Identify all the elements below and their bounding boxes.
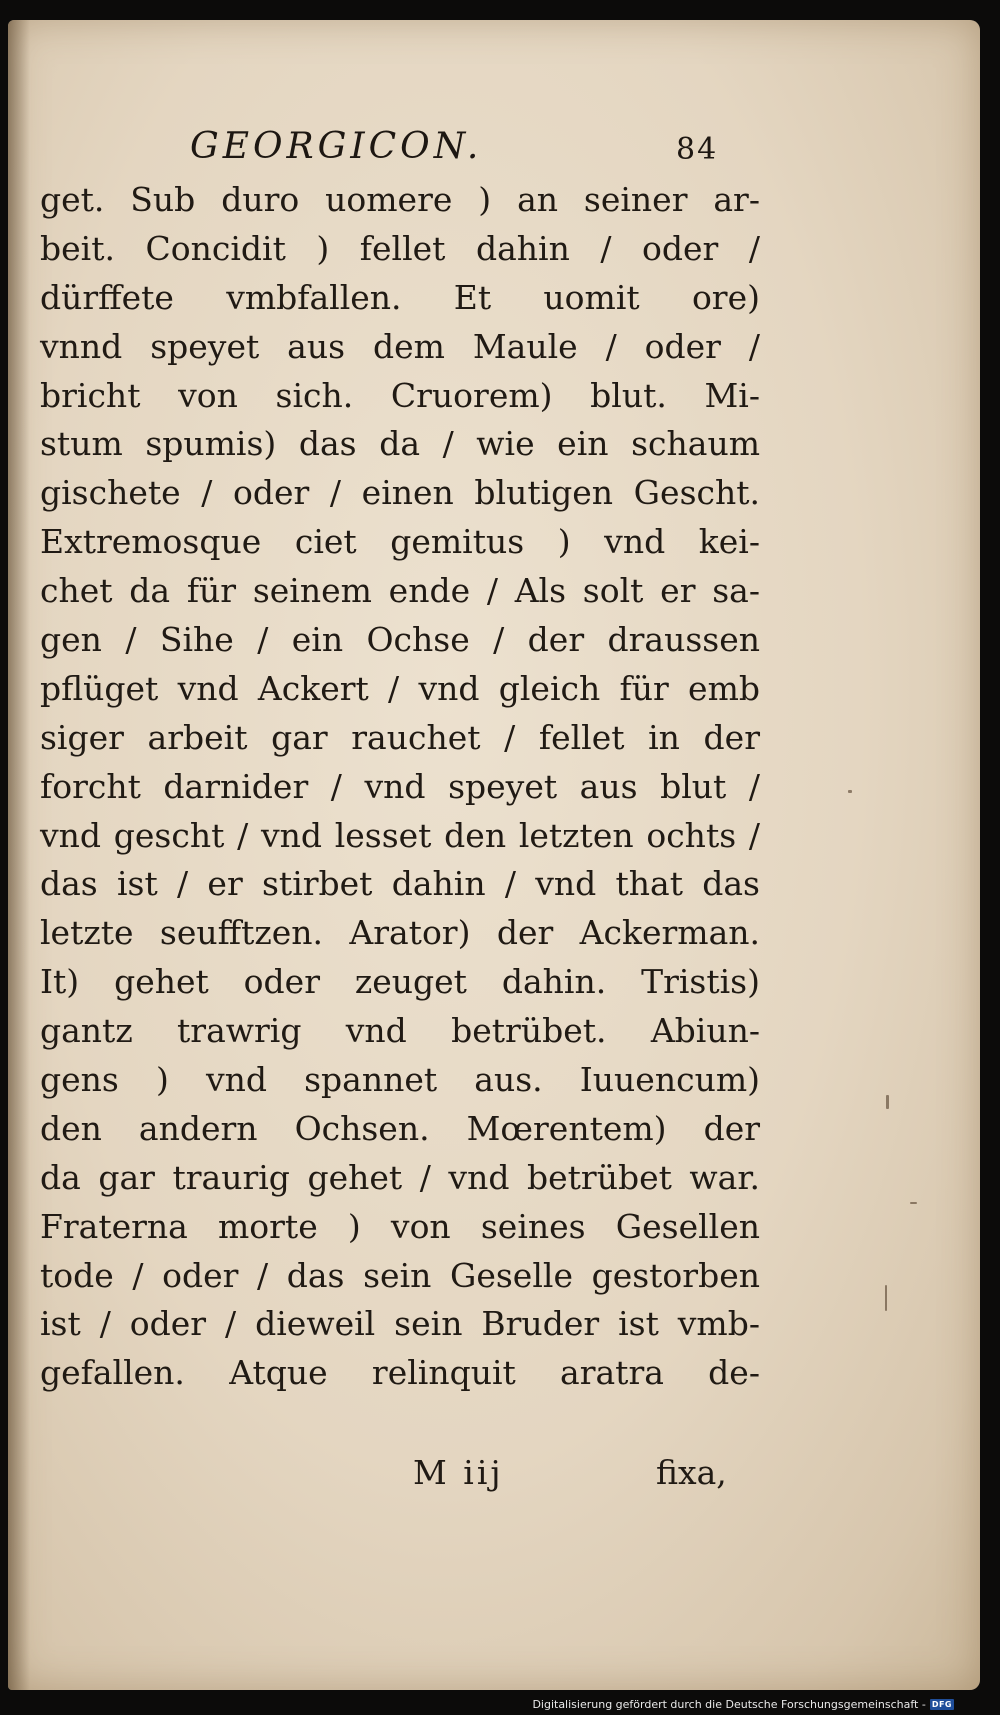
text-line: Fraterna morte ) von seines Gesellen xyxy=(40,1206,760,1246)
text-line: stum spumis) das da / wie ein schaum xyxy=(40,424,760,464)
text-line: das ist / er stirbet dahin / vnd that das xyxy=(40,864,760,904)
text-line: vnd gescht / vnd lesset den letzten ochts / xyxy=(40,815,760,855)
page-footer xyxy=(8,1453,980,1503)
text-line: beit. Concidit ) fellet dahin / oder / xyxy=(40,228,760,268)
text-line: gen / Sihe / ein Ochse / der draussen xyxy=(40,620,760,660)
text-line: forcht darnider / vnd speyet aus blut / xyxy=(40,766,760,806)
text-line: gefallen. Atque relinquit aratra de- xyxy=(40,1353,760,1393)
paper-speck xyxy=(886,1095,889,1109)
text-line: pflüget vnd Ackert / vnd gleich für emb xyxy=(40,668,760,708)
running-title: GEORGICON. xyxy=(190,126,483,167)
text-line: dürffete vmbfallen. Et uomit ore) xyxy=(40,277,760,317)
text-line: gischete / oder / einen blutigen Gescht. xyxy=(40,473,760,513)
credit-text: Digitalisierung gefördert durch die Deutsche Forschungsgemeinschaft - xyxy=(532,1698,926,1711)
text-line: vnnd speyet aus dem Maule / oder / xyxy=(40,326,760,366)
text-line: chet da für seinem ende / Als solt er sa- xyxy=(40,571,760,611)
text-line: It) gehet oder zeuget dahin. Tristis) xyxy=(40,962,760,1002)
text-line: den andern Ochsen. Mœrentem) der xyxy=(40,1108,760,1148)
digitization-credit xyxy=(532,1698,954,1711)
book-page xyxy=(8,20,980,1690)
commentary-text xyxy=(40,176,760,1398)
page-number: 84 xyxy=(676,132,719,167)
paper-speck xyxy=(910,1202,917,1204)
paper-speck xyxy=(848,790,852,793)
text-line: letzte seufftzen. Arator) der Ackerman. xyxy=(40,913,760,953)
text-line: tode / oder / das sein Geselle gestorben xyxy=(40,1255,760,1295)
text-line: ist / oder / dieweil sein Bruder ist vmb- xyxy=(40,1304,760,1344)
catchword: fixa, xyxy=(656,1453,727,1492)
signature-mark: M iij xyxy=(413,1453,504,1492)
text-line: bricht von sich. Cruorem) blut. Mi- xyxy=(40,375,760,415)
text-line: gens ) vnd spannet aus. Iuuencum) xyxy=(40,1060,760,1100)
page-header xyxy=(8,112,980,172)
paper-speck xyxy=(885,1285,887,1311)
text-line: gantz trawrig vnd betrübet. Abiun- xyxy=(40,1011,760,1051)
text-line: da gar traurig gehet / vnd betrübet war. xyxy=(40,1157,760,1197)
text-line: siger arbeit gar rauchet / fellet in der xyxy=(40,717,760,757)
dfg-logo-icon: DFG xyxy=(931,1700,952,1709)
text-line: Extremosque ciet gemitus ) vnd kei- xyxy=(40,522,760,562)
text-line: get. Sub duro uomere ) an seiner ar- xyxy=(40,180,760,219)
